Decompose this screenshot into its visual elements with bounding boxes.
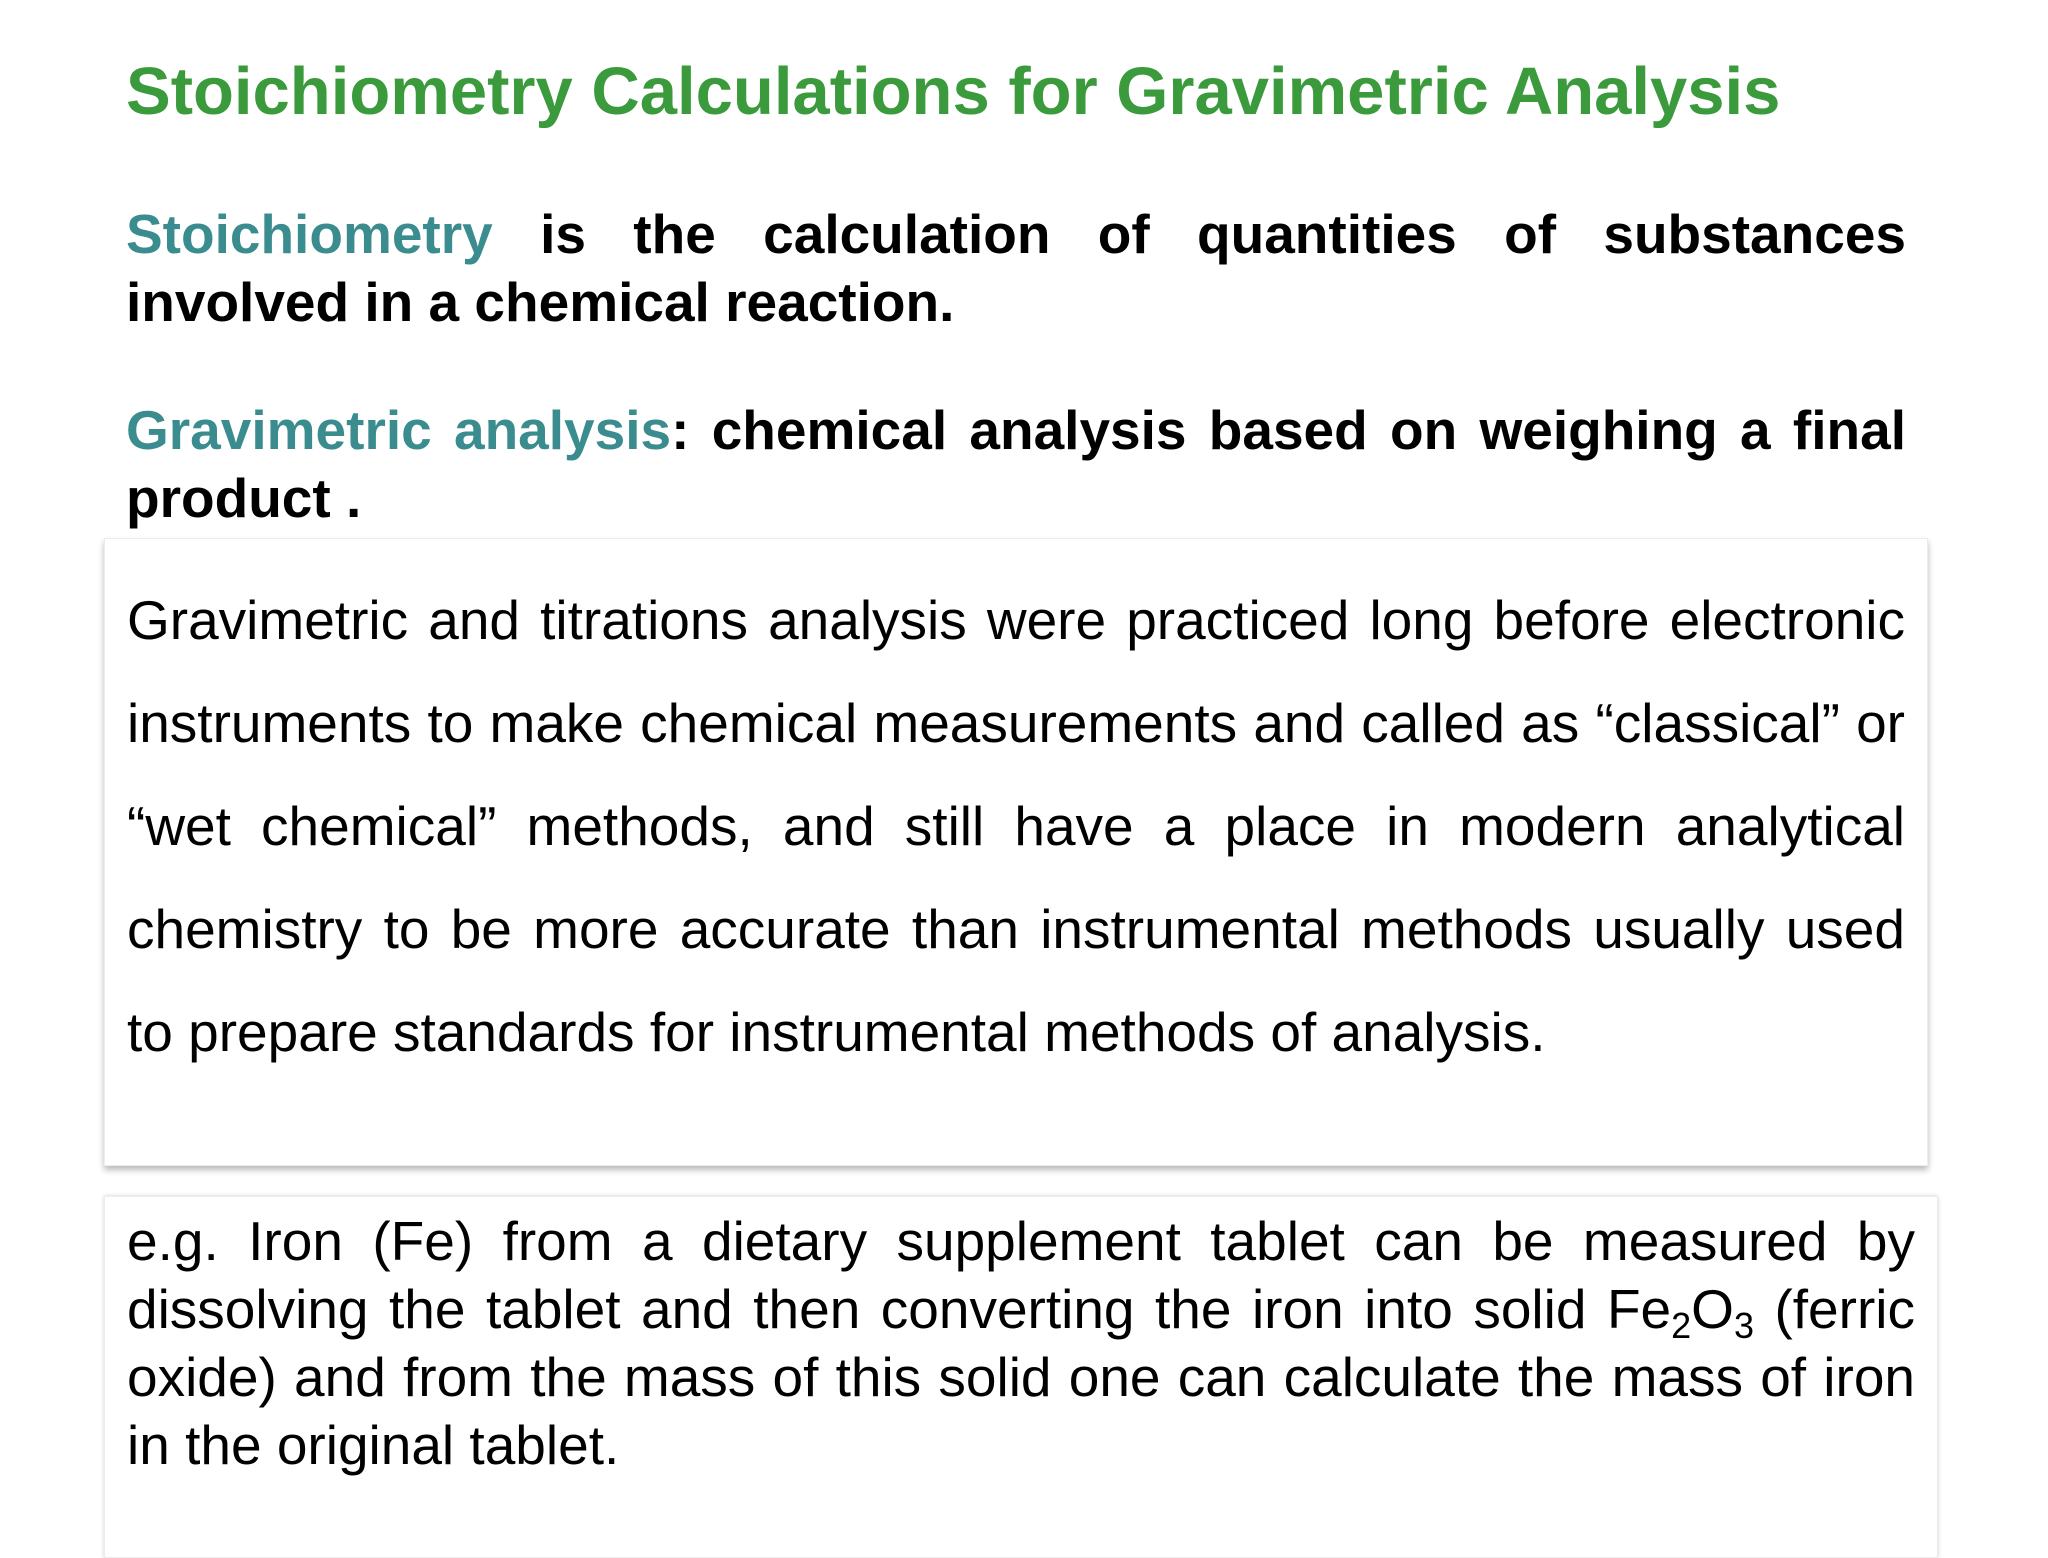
example-text-after: (ferric oxide) and from the mass of this solid one can calculate the mass of iron in the original tablet. (127, 1278, 1915, 1476)
history-text-box (104, 538, 1928, 1166)
slide-title: Stoichiometry Calculations for Gravimetric Analysis (126, 54, 1781, 129)
formula-element-fe: Fe (1606, 1278, 1672, 1340)
formula-element-o: O (1691, 1278, 1734, 1340)
example-text-box (104, 1196, 1938, 1558)
formula-subscript-2: 2 (1671, 1305, 1692, 1346)
term-gravimetric-analysis: Gravimetric analysis (126, 399, 672, 461)
formula-subscript-3: 3 (1733, 1305, 1754, 1346)
gravimetric-definition (126, 396, 1906, 532)
gravimetric-definition-text: chemical analysis based on weighing a final product . (126, 399, 1906, 529)
history-text: Gravimetric and titrations analysis were practiced long before electronic instruments to make chemical measurements and called as “classical” or “wet chemical” methods, and still have a place in modern analytical chemistry to be more accurate than instrumental methods usually used to prepare standards for instrumental methods of analysis. (127, 589, 1905, 1063)
definition-separator (493, 203, 540, 265)
stoichiometry-definition (126, 200, 1906, 336)
definition-separator: : (671, 399, 712, 461)
example-text-before: e.g. Iron (Fe) from a dietary supplement tablet can be measured by dissolving the tablet and then converting the iron into solid (127, 1210, 1915, 1340)
example-text (127, 1207, 1915, 1479)
ferric-oxide-formula (1606, 1278, 1754, 1346)
stoichiometry-definition-text: is the calculation of quantities of substances involved in a chemical reaction. (126, 203, 1906, 333)
term-stoichiometry: Stoichiometry (126, 203, 493, 265)
